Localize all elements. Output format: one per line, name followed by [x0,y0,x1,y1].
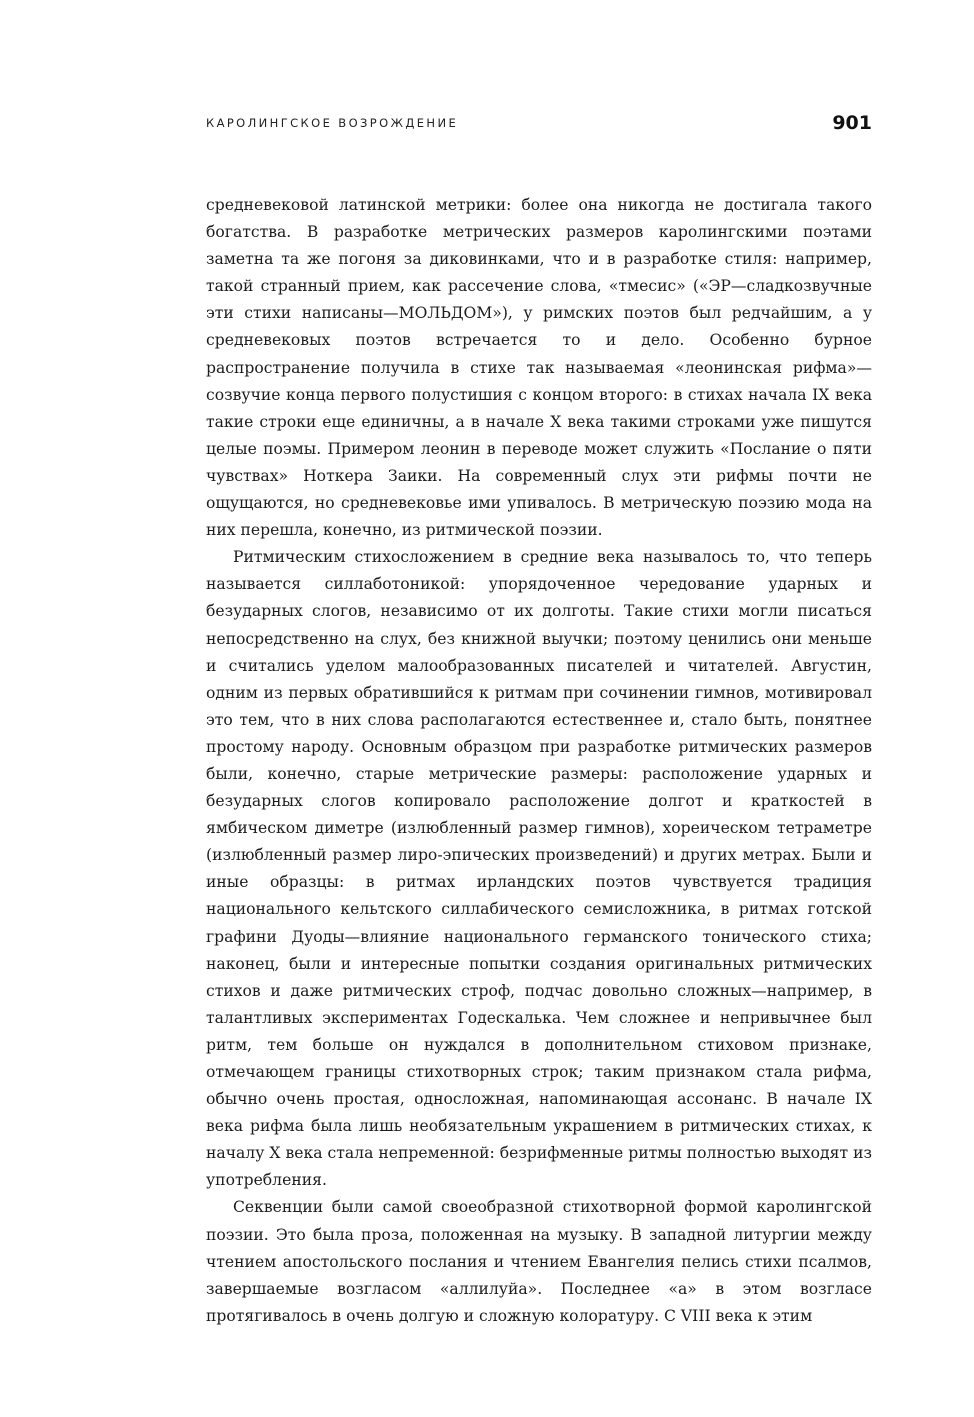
page-number: 901 [832,112,872,134]
paragraph: средневековой латинской метрики: более она никогда не достигала такого богатства. В разработке метрических размеров каролингскими поэтами заметна та же погоня за диковинками, что и в разработке стиля: например, такой странный прием, как рассечение слова, «тмесис» («ЭР—сладкозвучные эти стихи написаны—МОЛЬДОМ»), у римских поэтов был редчайшим, а у средневековых поэтов встречается то и дело. Особенно бурное распространение получила в стихе так называемая «леонинская рифма»—созвучие конца первого полустишия с концом второго: в стихах начала IX века такие строки еще единичны, а в начале X века такими строками уже пишутся целые поэмы. Примером леонин в переводе может служить «Послание о пяти чувствах» Ноткера Заики. На современный слух эти рифмы почти не ощущаются, но средневековье ими упивалось. В метрическую поэзию мода на них перешла, конечно, из ритмической поэзии. [206,196,872,540]
main-text [206,192,872,1330]
paragraph: Ритмическим стихосложением в средние века называлось то, что теперь называется силлаботоникой: упорядоченное чередование ударных и безударных слогов, независимо от их долготы. Такие стихи могли писаться непосредственно на слух, без книжной выучки; поэтому ценились они меньше и считались уделом малообразованных писателей и читателей. Августин, одним из первых обратившийся к ритмам при сочинении гимнов, мотивировал это тем, что в них слова располагаются естественнее и, стало быть, понятнее простому народу. Основным образцом при разработке ритмических размеров были, конечно, старые метрические размеры: расположение ударных и безударных слогов копировало расположение долгот и краткостей в ямбическом диметре (излюбленный размер гимнов), хореическом тетраметре (излюбленный размер лиро-эпических произведений) и других метрах. Были и иные образцы: в ритмах ирландских поэтов чувствуется традиция национального кельтского силлабического семисложника, в ритмах готской графини Дуоды—влияние национального германского тонического стиха; наконец, были и интересные попытки создания оригинальных ритмических стихов и даже ритмических строф, подчас довольно сложных—например, в талантливых экспериментах Годескалька. Чем сложнее и непривычнее был ритм, тем больше он нуждался в дополнительном стиховом признаке, отмечающем границы стихотворных строк; таким признаком стала рифма, обычно очень простая, односложная, напоминающая ассонанс. В начале IX века рифма была лишь необязательным украшением в ритмических стихах, к началу X века стала непременной: безрифменные ритмы полностью выходят из употребления. [206,548,872,1190]
running-head-title: КАРОЛИНГСКОЕ ВОЗРОЖДЕНИЕ [206,116,459,130]
paragraph: Секвенции были самой своеобразной стихотворной формой каролингской поэзии. Это была проза, положенная на музыку. В западной литургии между чтением апостольского послания и чтением Евангелия пелись стихи псалмов, завершаемые возгласом «аллилуйа». Последнее «а» в этом возгласе протягивалось в очень долгую и сложную колоратуру. С VIII века к этим [206,1198,872,1325]
